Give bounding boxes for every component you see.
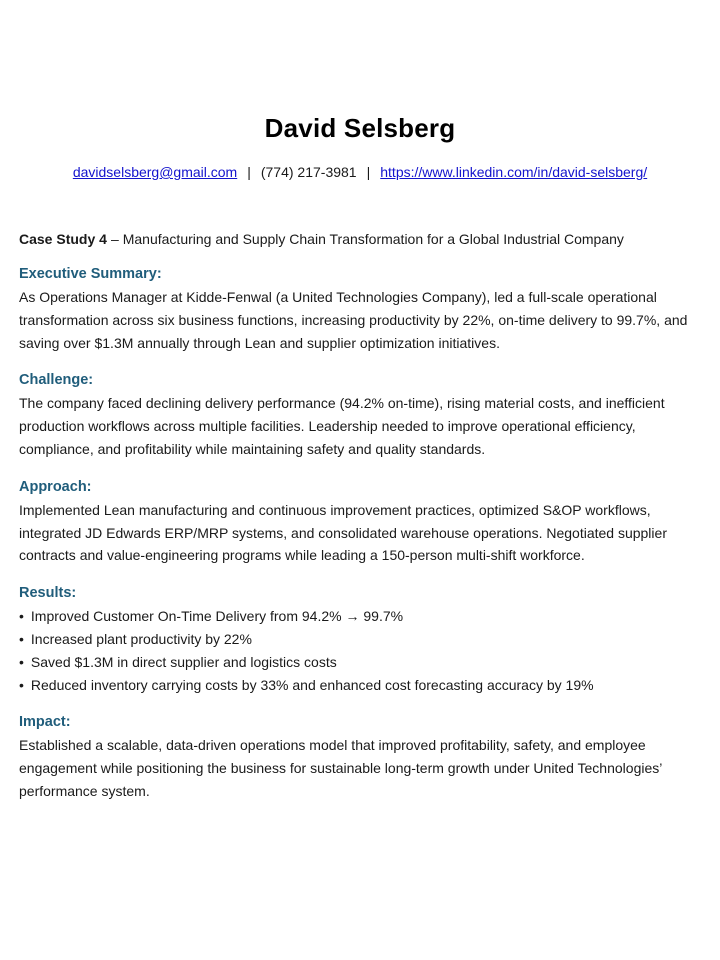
bullet-text: Increased plant productivity by 22% [30, 630, 252, 647]
section-heading: Results: [19, 585, 77, 602]
section-paragraph: Implemented Lean manufacturing and continuous improvement practices, optimized S&OP workflows, integrated JD Edwards ERP/MRP systems, and consolidated warehouse operations. Negotiated supplier contracts and value-engineering programs while leading a 150-person multi-shift workforce. [19, 501, 667, 564]
separator: | [366, 164, 371, 180]
case-study-title: Manufacturing and Supply Chain Transformation for a Global Industrial Company [122, 231, 624, 247]
bullet-text: Reduced inventory carrying costs by 33% and enhanced cost forecasting accuracy by 19% [30, 676, 594, 693]
section-paragraph: As Operations Manager at Kidde-Fenwal (a United Technologies Company), led a full-scale operational transformation across six business functions, increasing productivity by 22%, on-time delivery to 99.7%, and saving over $1.3M annually through Lean and supplier optimization initiatives. [19, 289, 688, 351]
results-bullet-list [19, 605, 698, 696]
bullet-marker: • [19, 676, 24, 693]
section-results [19, 582, 698, 696]
list-item [19, 628, 698, 651]
section-approach [19, 476, 698, 567]
section-paragraph: The company faced declining delivery performance (94.2% on-time), rising material costs, and inefficient production workflows across multiple facilities. Leadership needed to improve operational efficiency, compliance, and profitability while maintaining safety and quality standards. [19, 395, 665, 457]
page-title: David Selsberg [264, 113, 456, 143]
linkedin-link[interactable]: https://www.linkedin.com/in/david-selsberg/ [380, 164, 648, 180]
contact-line [0, 163, 720, 181]
document-body [19, 230, 698, 803]
bullet-marker: • [19, 608, 24, 625]
list-item [19, 651, 698, 674]
separator: | [247, 164, 251, 180]
section-heading: Approach: [19, 478, 92, 495]
email-link[interactable]: davidselsberg@gmail.com [72, 164, 238, 180]
section-heading: Impact: [19, 714, 71, 731]
section-executive-summary [19, 263, 698, 354]
list-item [19, 605, 698, 628]
section-paragraph: Established a scalable, data-driven operations model that improved profitability, safety, and employee engagement while positioning the business for sustainable long-term growth under United Technologies’ performance system. [19, 737, 662, 799]
section-heading: Challenge: [19, 372, 94, 389]
bullet-marker: • [19, 653, 24, 670]
section-heading: Executive Summary: [19, 266, 162, 282]
case-study-label: Case Study 4 [19, 231, 107, 247]
section-challenge [19, 369, 698, 460]
bullet-marker: • [19, 630, 24, 647]
bullet-text: Saved $1.3M in direct supplier and logistics costs [30, 653, 337, 670]
phone-number: (774) 217-3981 [260, 164, 357, 180]
dash-separator: – [110, 231, 119, 247]
bullet-text: Improved Customer On-Time Delivery from 94.2% → 99.7% [30, 608, 404, 625]
case-study-title-line [19, 230, 698, 248]
list-item [19, 674, 698, 697]
section-impact [19, 711, 698, 802]
